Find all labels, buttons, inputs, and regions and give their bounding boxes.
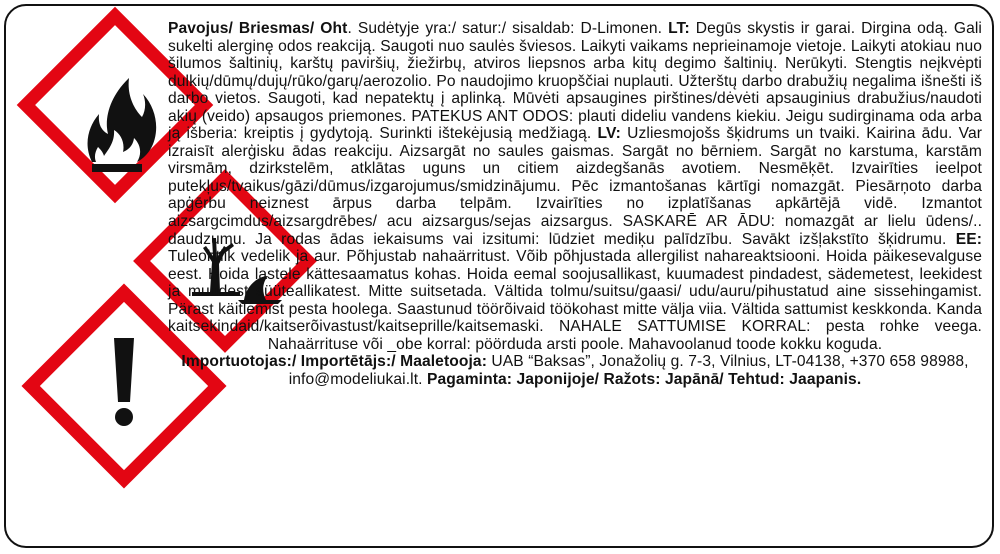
composition-text: . Sudėtyje yra:/ satur:/ sisaldab: D-Limonen. <box>347 20 669 37</box>
lv-label: LV: <box>597 125 621 143</box>
lv-text: Uzliesmojošs šķidrums un tvaiki. Kairina ādu. Var izraisīt alerģisku ādas reakciju. Aizsargāt no saules gaismas. Sargāt no bērniem. Sargāt no karstuma, karstām virsmām, dzirkstelēm, atklātas uguns un citiem aizdegšanās avotiem. Nesmēķēt. Izvairīties ieelpot putekļus/tvaikus/gāzi/dūmus/izgarojumus/smidzinājumu. Pēc izmantošanas kārtīgi nomazgāt. Piesārņoto darba apģērbu neiznest ārpus darba telpām. Izvairīties no izplatīšanas apkārtējā vidē. Izmantot aizsargcimdus/aizsargdrēbes/ acu aizsargus/sejas aizsargus. SASKARĒ AR ĀDU: nomazgāt ar lielu ūdens/.. daudzumu. Ja rodas ādas iekaisums vai izsitumi: lūdziet mediķu palīdzību. Savākt izšļakstīto šķidrumu. <box>168 125 983 248</box>
importer-footer <box>168 353 982 388</box>
importer-text: UAB “Baksas”, Jonažolių g. 7-3, Vilnius, LT-04138, +370 658 98988, info@modeliukai.lt. <box>288 353 969 388</box>
signal-word: Pavojus/ Briesmas/ Oht <box>168 20 348 37</box>
origin-label: Pagaminta: Japonijoje/ Ražots: Japānā/ Tehtud: Jaapanis. <box>427 370 862 388</box>
hazard-statement-text <box>168 20 982 388</box>
importer-label: Importuotojas:/ Importētājs:/ Maaletooja: <box>181 353 487 371</box>
ee-text: Tuleohtlik vedelik ja aur. Põhjustab nahaärritust. Võib põhjustada allergilist nahareaktsiooni. Hoida päikesevalguse eest. Hoida lastele kättesaamatus kohas. Hoida eemal soojusallikast, kuumadest pindadest, sädemetest, leekidest ja muudest süüteallikatest. Mitte suitsetada. Vältida tolmu/suitsu/gaasi/ udu/auru/pihustatud aine sissehingamist. Pärast käitlemist pesta hoolega. Saastunud töörõivaid töökohast mitte välja viia. Vältida sattumist keskkonda. Kanda kaitsekindaid/kaitserõivastust/kaitseprille/kaitsemaski. NAHALE SATTUMISE KORRAL: pesta rohke veega. Nahaärrituse või _obe korral: pöörduda arsti poole. Mahavoolanud toode kokku koguda. <box>168 248 982 353</box>
lt-label: LT: <box>668 20 690 37</box>
lt-text: Degūs skystis ir garai. Dirgina odą. Gali sukelti alerginę odos reakciją. Saugoti nuo saulės šviesos. Laikyti vaikams neprieinamoje vietoje. Laikyti atokiau nuo šilumos šaltinių, karštų paviršių, žiežirbų, atviros liepsnos arba kitų degimo šaltinių. Nerūkyti. Stengtis neįkvėpti dulkių/dūmų/dujų/rūko/garų/aerozolio. Po naudojimo kruopščiai nuplauti. Užterštų darbo drabužių negalima išnešti iš darbo vietos. Saugoti, kad nepatektų į aplinką. Mūvėti apsaugines pirštines/dėvėti apsauginius drabužius/naudoti akių (veido) apsaugos priemones. PATEKUS ANT ODOS: plauti dideliu vandens kiekiu. Jeigu sudirginama oda arba ją išberia: kreiptis į gydytoją. Surinkti ištekėjusią medžiagą. <box>168 20 982 143</box>
ee-label: EE: <box>955 230 982 248</box>
